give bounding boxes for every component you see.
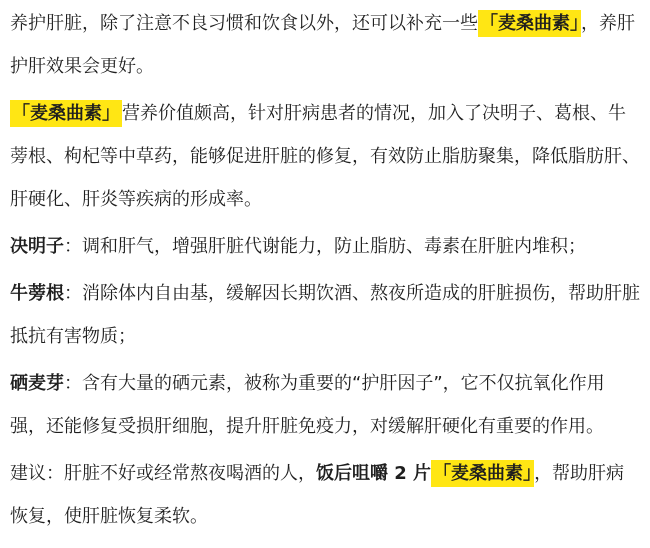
bold-term: 牛蒡根 [10, 283, 64, 304]
article [10, 2, 640, 538]
paragraph [10, 452, 640, 538]
paragraph [10, 272, 640, 358]
bold-term: 硒麦芽 [10, 373, 64, 394]
bold-term: 决明子 [10, 236, 64, 257]
bold-term: 饭后咀嚼 2 片 [316, 463, 432, 484]
body-text: ：消除体内自由基，缓解因长期饮酒、熬夜所造成的肝脏损伤，帮助肝脏抵抗有害物质； [10, 283, 640, 347]
highlighted-term: 「麦桑曲素」 [431, 460, 534, 487]
body-text: ，帮助肝病恢复，使肝脏恢复柔软。 [10, 463, 625, 527]
body-text: 营养价值颇高，针对肝病患者的情况，加入了决明子、葛根、牛蒡根、枸杞等中草药，能够促进肝脏的修复，有效防止脂肪聚集，降低脂肪肝、肝硬化、肝炎等疾病的形成率。 [10, 103, 640, 210]
paragraph [10, 225, 640, 268]
body-text: 建议：肝脏不好或经常熬夜喝酒的人， [10, 463, 316, 484]
paragraph [10, 362, 640, 448]
highlighted-term: 「麦桑曲素」 [478, 10, 581, 37]
highlighted-term: 「麦桑曲素」 [10, 100, 122, 127]
paragraph [10, 2, 640, 88]
body-text: ：含有大量的硒元素，被称为重要的“护肝因子”，它不仅抗氧化作用强，还能修复受损肝细胞，提升肝脏免疫力，对缓解肝硬化有重要的作用。 [10, 373, 605, 437]
body-text: ，养肝护肝效果会更好。 [10, 13, 635, 77]
body-text: 养护肝脏，除了注意不良习惯和饮食以外，还可以补充一些 [10, 13, 478, 34]
paragraph [10, 92, 640, 221]
body-text: ：调和肝气，增强肝脏代谢能力，防止脂肪、毒素在肝脏内堆积； [64, 236, 586, 257]
